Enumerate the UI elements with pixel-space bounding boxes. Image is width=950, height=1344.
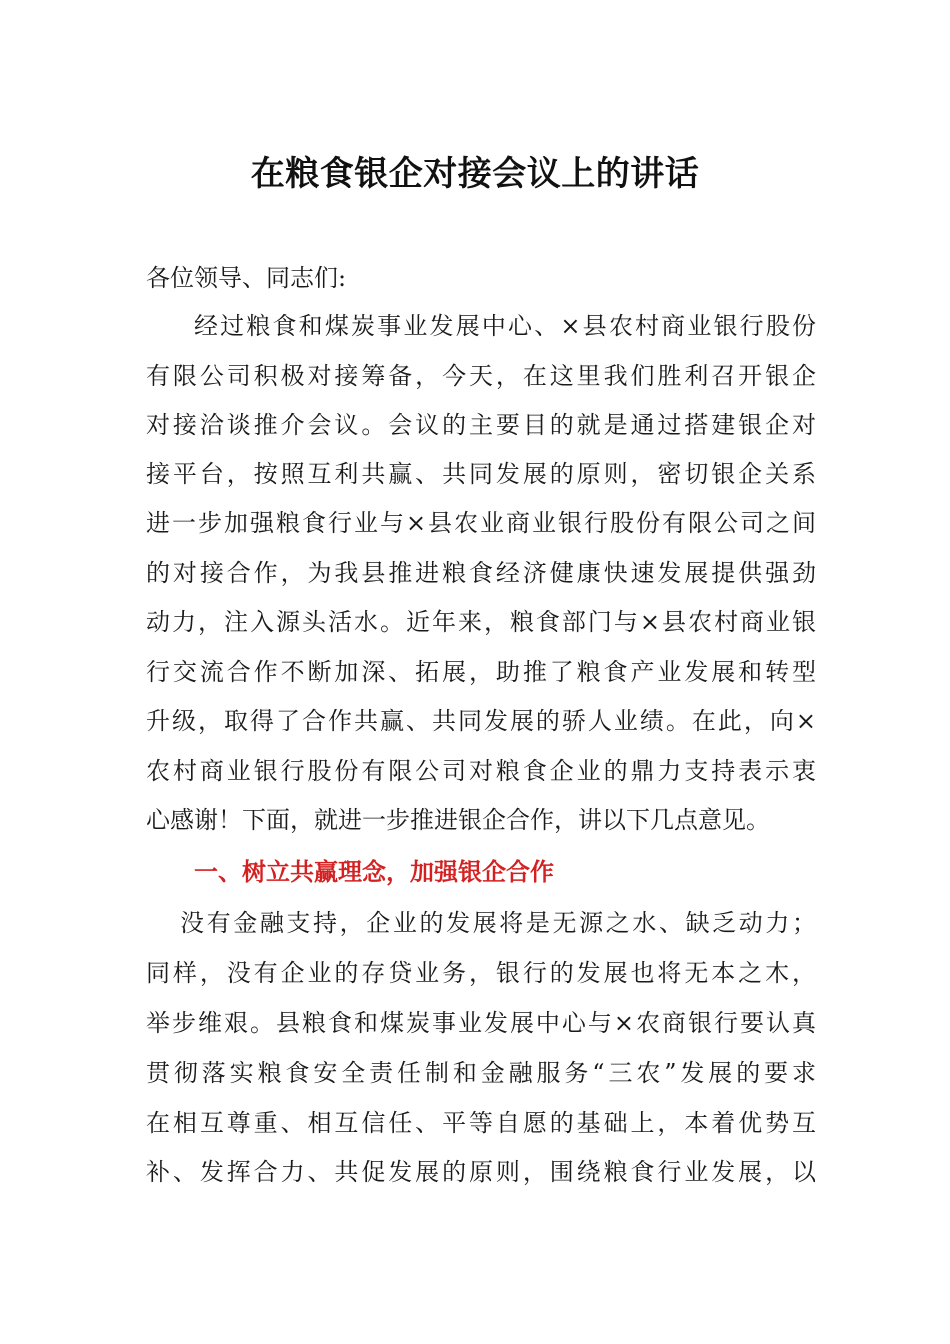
paragraph-line: 经过粮食和煤炭事业发展中心、×县农村商业银行股份 xyxy=(194,312,816,340)
paragraph-line: 行交流合作不断加深、拓展，助推了粮食产业发展和转型 xyxy=(146,658,816,686)
paragraph-line: 同样，没有企业的存贷业务，银行的发展也将无本之木， xyxy=(146,959,816,987)
paragraph-line: 举步维艰。县粮食和煤炭事业发展中心与×农商银行要认真 xyxy=(146,1009,816,1037)
paragraph-line: 的对接合作，为我县推进粮食经济健康快速发展提供强劲 xyxy=(146,559,816,587)
document-title: 在粮食银企对接会议上的讲话 xyxy=(250,154,700,194)
paragraph-line: 对接洽谈推介会议。会议的主要目的就是通过搭建银企对 xyxy=(146,411,816,439)
paragraph-line: 动力，注入源头活水。近年来，粮食部门与×县农村商业银 xyxy=(146,608,816,636)
salutation: 各位领导、同志们: xyxy=(146,264,347,292)
paragraph-line: 进一步加强粮食行业与×县农业商业银行股份有限公司之间 xyxy=(146,509,816,537)
paragraph-line: 贯彻落实粮食安全责任制和金融服务“三农”发展的要求 xyxy=(146,1059,816,1087)
paragraph-line: 接平台，按照互利共赢、共同发展的原则，密切银企关系 xyxy=(146,460,816,488)
paragraph-line: 有限公司积极对接筹备，今天，在这里我们胜利召开银企 xyxy=(146,362,816,390)
paragraph-line: 在相互尊重、相互信任、平等自愿的基础上，本着优势互 xyxy=(146,1109,816,1137)
paragraph-line: 心感谢！下面，就进一步推进银企合作，讲以下几点意见。 xyxy=(146,806,770,834)
paragraph-line: 没有金融支持，企业的发展将是无源之水、缺乏动力； xyxy=(180,909,816,937)
paragraph-line: 农村商业银行股份有限公司对粮食企业的鼎力支持表示衷 xyxy=(146,757,816,785)
section-heading-1: 一、树立共赢理念，加强银企合作 xyxy=(194,858,554,886)
paragraph-line: 升级，取得了合作共赢、共同发展的骄人业绩。在此，向× xyxy=(146,707,816,735)
paragraph-line: 补、发挥合力、共促发展的原则，围绕粮食行业发展，以 xyxy=(146,1158,816,1186)
